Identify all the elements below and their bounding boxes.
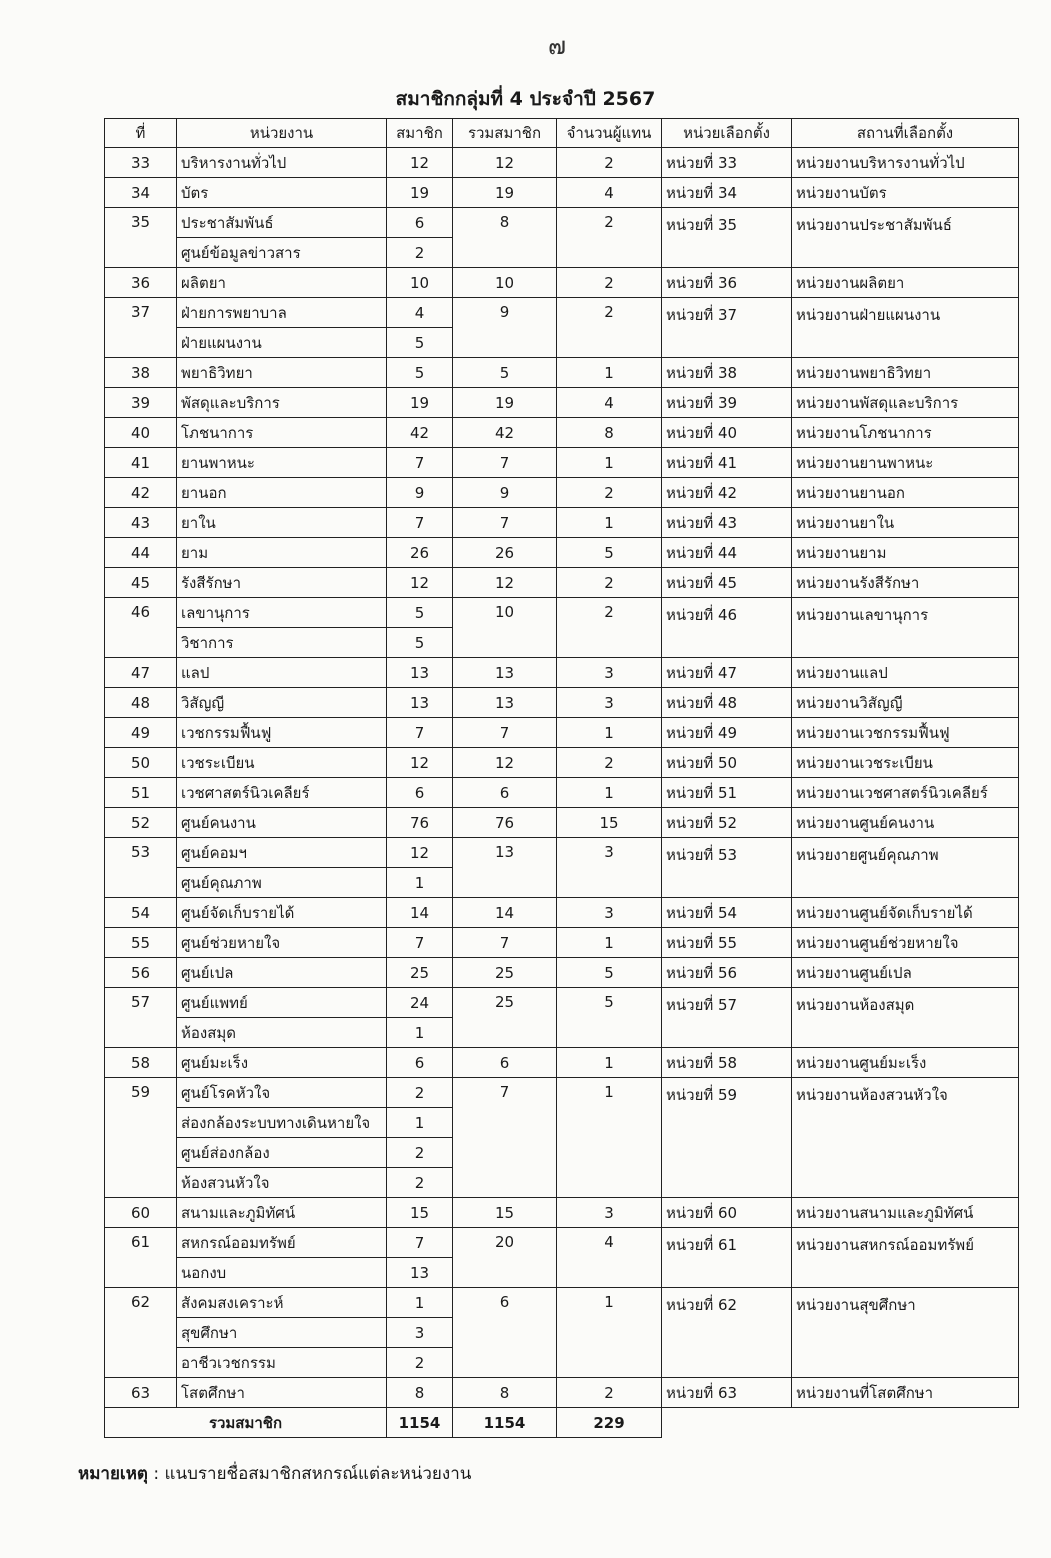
cell-no: 59 — [105, 1078, 177, 1198]
cell-location: หน่วยงานยานพาหนะ — [792, 448, 1019, 478]
cell-members: 7 — [387, 928, 453, 958]
cell-unit-name: แลป — [177, 658, 387, 688]
cell-unit-name: สุขศึกษา — [177, 1318, 387, 1348]
cell-unit-name: ศูนย์ช่วยหายใจ — [177, 928, 387, 958]
cell-no: 41 — [105, 448, 177, 478]
cell-election-unit: หน่วยที่ 43 — [662, 508, 792, 538]
cell-unit-name: ศูนย์โรคหัวใจ — [177, 1078, 387, 1108]
cell-no: 37 — [105, 298, 177, 358]
cell-members: 5 — [387, 598, 453, 628]
cell-location: หน่วยงายศูนย์คุณภาพ — [792, 838, 1019, 898]
cell-no: 44 — [105, 538, 177, 568]
cell-members: 2 — [387, 238, 453, 268]
cell-members: 7 — [387, 448, 453, 478]
cell-total-members: 13 — [453, 838, 557, 898]
table-row — [105, 568, 1019, 598]
cell-reps: 2 — [557, 598, 662, 658]
table-row — [105, 478, 1019, 508]
cell-members: 5 — [387, 628, 453, 658]
cell-no: 47 — [105, 658, 177, 688]
cell-unit-name: ผลิตยา — [177, 268, 387, 298]
cell-reps: 2 — [557, 268, 662, 298]
cell-no: 36 — [105, 268, 177, 298]
cell-location: หน่วยงานผลิตยา — [792, 268, 1019, 298]
cell-unit-name: ยานพาหนะ — [177, 448, 387, 478]
cell-no: 49 — [105, 718, 177, 748]
cell-election-unit: หน่วยที่ 34 — [662, 178, 792, 208]
cell-location: หน่วยงานบัตร — [792, 178, 1019, 208]
cell-location: หน่วยงานเลขานุการ — [792, 598, 1019, 658]
header-unit: หน่วยงาน — [177, 119, 387, 148]
cell-unit-name: ศูนย์ส่องกล้อง — [177, 1138, 387, 1168]
cell-location: หน่วยงานที่โสตศึกษา — [792, 1378, 1019, 1408]
cell-no: 40 — [105, 418, 177, 448]
table-row — [105, 1048, 1019, 1078]
cell-unit-name: ศูนย์คอมฯ — [177, 838, 387, 868]
header-election-unit: หน่วยเลือกตั้ง — [662, 119, 792, 148]
cell-election-unit: หน่วยที่ 47 — [662, 658, 792, 688]
cell-unit-name: บัตร — [177, 178, 387, 208]
table-row — [105, 778, 1019, 808]
cell-reps: 3 — [557, 658, 662, 688]
table-row — [105, 508, 1019, 538]
cell-total-members: 20 — [453, 1228, 557, 1288]
cell-reps: 5 — [557, 958, 662, 988]
cell-reps: 3 — [557, 838, 662, 898]
cell-unit-name: วิชาการ — [177, 628, 387, 658]
table-row — [105, 418, 1019, 448]
cell-members: 12 — [387, 148, 453, 178]
cell-no: 35 — [105, 208, 177, 268]
cell-no: 39 — [105, 388, 177, 418]
cell-total-members: 10 — [453, 268, 557, 298]
cell-election-unit: หน่วยที่ 44 — [662, 538, 792, 568]
cell-unit-name: ศูนย์เปล — [177, 958, 387, 988]
cell-election-unit: หน่วยที่ 63 — [662, 1378, 792, 1408]
cell-total-members: 25 — [453, 958, 557, 988]
header-reps: จำนวนผู้แทน — [557, 119, 662, 148]
cell-election-unit: หน่วยที่ 59 — [662, 1078, 792, 1198]
cell-reps: 1 — [557, 928, 662, 958]
cell-members: 12 — [387, 838, 453, 868]
cell-members: 19 — [387, 178, 453, 208]
cell-unit-name: สังคมสงเคราะห์ — [177, 1288, 387, 1318]
cell-location: หน่วยงานยานอก — [792, 478, 1019, 508]
cell-no: 50 — [105, 748, 177, 778]
note-text: : แนบรายชื่อสมาชิกสหกรณ์แต่ละหน่วยงาน — [147, 1464, 472, 1484]
cell-election-unit: หน่วยที่ 61 — [662, 1228, 792, 1288]
cell-no: 34 — [105, 178, 177, 208]
cell-election-unit: หน่วยที่ 62 — [662, 1288, 792, 1378]
cell-location: หน่วยงานแลป — [792, 658, 1019, 688]
cell-members: 1 — [387, 1288, 453, 1318]
table-row — [105, 178, 1019, 208]
cell-no: 58 — [105, 1048, 177, 1078]
table-row — [105, 1288, 1019, 1318]
cell-unit-name: โสตศึกษา — [177, 1378, 387, 1408]
cell-unit-name: เวชกรรมฟื้นฟู — [177, 718, 387, 748]
members-table-container — [104, 118, 1018, 1438]
table-row — [105, 598, 1019, 628]
note — [78, 1460, 471, 1487]
cell-location: หน่วยงานพยาธิวิทยา — [792, 358, 1019, 388]
header-location: สถานที่เลือกตั้ง — [792, 119, 1019, 148]
cell-no: 62 — [105, 1288, 177, 1378]
cell-unit-name: ประชาสัมพันธ์ — [177, 208, 387, 238]
cell-members: 3 — [387, 1318, 453, 1348]
cell-total-members: 7 — [453, 718, 557, 748]
cell-election-unit: หน่วยที่ 50 — [662, 748, 792, 778]
cell-total-members: 5 — [453, 358, 557, 388]
cell-location: หน่วยงานโภชนาการ — [792, 418, 1019, 448]
cell-unit-name: นอกงบ — [177, 1258, 387, 1288]
cell-election-unit: หน่วยที่ 53 — [662, 838, 792, 898]
cell-no: 46 — [105, 598, 177, 658]
cell-total-members: 14 — [453, 898, 557, 928]
cell-election-unit: หน่วยที่ 57 — [662, 988, 792, 1048]
cell-members: 2 — [387, 1078, 453, 1108]
total-reps: 229 — [557, 1408, 662, 1438]
cell-location: หน่วยงานเวชกรรมฟื้นฟู — [792, 718, 1019, 748]
header-members: สมาชิก — [387, 119, 453, 148]
cell-location: หน่วยงานศูนย์ช่วยหายใจ — [792, 928, 1019, 958]
cell-no: 53 — [105, 838, 177, 898]
cell-members: 19 — [387, 388, 453, 418]
cell-unit-name: ศูนย์จัดเก็บรายได้ — [177, 898, 387, 928]
cell-election-unit: หน่วยที่ 41 — [662, 448, 792, 478]
cell-reps: 3 — [557, 898, 662, 928]
cell-unit-name: ศูนย์คุณภาพ — [177, 868, 387, 898]
cell-unit-name: โภชนาการ — [177, 418, 387, 448]
cell-location: หน่วยงานยาม — [792, 538, 1019, 568]
cell-unit-name: รังสีรักษา — [177, 568, 387, 598]
cell-members: 5 — [387, 328, 453, 358]
cell-reps: 2 — [557, 208, 662, 268]
cell-members: 76 — [387, 808, 453, 838]
cell-no: 33 — [105, 148, 177, 178]
page-title: สมาชิกกลุ่มที่ 4 ประจำปี 2567 — [395, 88, 656, 110]
cell-election-unit: หน่วยที่ 36 — [662, 268, 792, 298]
cell-total-members: 10 — [453, 598, 557, 658]
cell-reps: 5 — [557, 538, 662, 568]
cell-location: หน่วยงานบริหารงานทั่วไป — [792, 148, 1019, 178]
cell-election-unit: หน่วยที่ 56 — [662, 958, 792, 988]
cell-reps: 4 — [557, 388, 662, 418]
cell-total-members: 15 — [453, 1198, 557, 1228]
table-row — [105, 268, 1019, 298]
total-row — [105, 1408, 1019, 1438]
cell-members: 2 — [387, 1138, 453, 1168]
cell-total-members: 76 — [453, 808, 557, 838]
cell-location: หน่วยงานเวชศาสตร์นิวเคลียร์ — [792, 778, 1019, 808]
cell-location: หน่วยงานพัสดุและบริการ — [792, 388, 1019, 418]
cell-total-members: 13 — [453, 688, 557, 718]
cell-members: 26 — [387, 538, 453, 568]
cell-members: 13 — [387, 658, 453, 688]
cell-no: 43 — [105, 508, 177, 538]
cell-unit-name: ศูนย์แพทย์ — [177, 988, 387, 1018]
cell-members: 2 — [387, 1168, 453, 1198]
cell-no: 45 — [105, 568, 177, 598]
table-row — [105, 1078, 1019, 1108]
cell-no: 38 — [105, 358, 177, 388]
table-row — [105, 448, 1019, 478]
cell-reps: 15 — [557, 808, 662, 838]
cell-members: 42 — [387, 418, 453, 448]
cell-total-members: 6 — [453, 778, 557, 808]
cell-location: หน่วยงานเวชระเบียน — [792, 748, 1019, 778]
cell-members: 7 — [387, 508, 453, 538]
cell-location: หน่วยงานศูนย์คนงาน — [792, 808, 1019, 838]
cell-election-unit: หน่วยที่ 42 — [662, 478, 792, 508]
cell-no: 48 — [105, 688, 177, 718]
cell-members: 12 — [387, 748, 453, 778]
cell-reps: 3 — [557, 688, 662, 718]
cell-members: 1 — [387, 868, 453, 898]
cell-members: 7 — [387, 718, 453, 748]
cell-election-unit: หน่วยที่ 52 — [662, 808, 792, 838]
cell-unit-name: ศูนย์คนงาน — [177, 808, 387, 838]
cell-location: หน่วยงานศูนย์เปล — [792, 958, 1019, 988]
cell-no: 54 — [105, 898, 177, 928]
table-row — [105, 958, 1019, 988]
table-row — [105, 1198, 1019, 1228]
cell-unit-name: ฝ่ายการพยาบาล — [177, 298, 387, 328]
table-row — [105, 1228, 1019, 1258]
cell-members: 2 — [387, 1348, 453, 1378]
cell-total-members: 8 — [453, 1378, 557, 1408]
table-row — [105, 808, 1019, 838]
table-header-row — [105, 119, 1019, 148]
note-label: หมายเหตุ — [78, 1464, 148, 1484]
cell-unit-name: ยานอก — [177, 478, 387, 508]
cell-total-members: 12 — [453, 568, 557, 598]
table-row — [105, 898, 1019, 928]
cell-location: หน่วยงานสหกรณ์ออมทรัพย์ — [792, 1228, 1019, 1288]
cell-unit-name: ยาม — [177, 538, 387, 568]
cell-no: 61 — [105, 1228, 177, 1288]
cell-reps: 1 — [557, 448, 662, 478]
cell-reps: 2 — [557, 298, 662, 358]
table-row — [105, 718, 1019, 748]
table-row — [105, 928, 1019, 958]
cell-unit-name: วิสัญญี — [177, 688, 387, 718]
cell-unit-name: ห้องสวนหัวใจ — [177, 1168, 387, 1198]
cell-election-unit: หน่วยที่ 51 — [662, 778, 792, 808]
cell-members: 13 — [387, 688, 453, 718]
cell-members: 15 — [387, 1198, 453, 1228]
cell-location: หน่วยงานห้องสวนหัวใจ — [792, 1078, 1019, 1198]
cell-members: 14 — [387, 898, 453, 928]
cell-reps: 2 — [557, 478, 662, 508]
cell-members: 1 — [387, 1108, 453, 1138]
cell-members: 6 — [387, 208, 453, 238]
cell-unit-name: ศูนย์ข้อมูลข่าวสาร — [177, 238, 387, 268]
cell-total-members: 7 — [453, 448, 557, 478]
cell-unit-name: ยาใน — [177, 508, 387, 538]
cell-reps: 1 — [557, 1048, 662, 1078]
total-label: รวมสมาชิก — [105, 1408, 387, 1438]
table-row — [105, 1378, 1019, 1408]
cell-no: 63 — [105, 1378, 177, 1408]
cell-election-unit: หน่วยที่ 40 — [662, 418, 792, 448]
cell-total-members: 6 — [453, 1048, 557, 1078]
cell-members: 6 — [387, 1048, 453, 1078]
cell-election-unit: หน่วยที่ 38 — [662, 358, 792, 388]
cell-members: 25 — [387, 958, 453, 988]
table-row — [105, 358, 1019, 388]
cell-total-members: 6 — [453, 1288, 557, 1378]
cell-total-members: 42 — [453, 418, 557, 448]
cell-unit-name: อาชีวเวชกรรม — [177, 1348, 387, 1378]
table-body — [105, 148, 1019, 1408]
cell-total-members: 8 — [453, 208, 557, 268]
cell-members: 5 — [387, 358, 453, 388]
cell-members: 10 — [387, 268, 453, 298]
cell-reps: 4 — [557, 1228, 662, 1288]
cell-reps: 1 — [557, 1078, 662, 1198]
cell-election-unit: หน่วยที่ 55 — [662, 928, 792, 958]
table-row — [105, 748, 1019, 778]
cell-unit-name: สหกรณ์ออมทรัพย์ — [177, 1228, 387, 1258]
cell-unit-name: พยาธิวิทยา — [177, 358, 387, 388]
cell-members: 24 — [387, 988, 453, 1018]
cell-members: 8 — [387, 1378, 453, 1408]
table-row — [105, 688, 1019, 718]
cell-no: 42 — [105, 478, 177, 508]
cell-election-unit: หน่วยที่ 48 — [662, 688, 792, 718]
header-no: ที่ — [105, 119, 177, 148]
cell-reps: 1 — [557, 778, 662, 808]
cell-reps: 1 — [557, 718, 662, 748]
cell-total-members: 13 — [453, 658, 557, 688]
cell-total-members: 19 — [453, 178, 557, 208]
cell-election-unit: หน่วยที่ 58 — [662, 1048, 792, 1078]
cell-total-members: 19 — [453, 388, 557, 418]
table-row — [105, 838, 1019, 868]
total-blank — [662, 1408, 1019, 1438]
cell-total-members: 12 — [453, 148, 557, 178]
table-row — [105, 148, 1019, 178]
cell-election-unit: หน่วยที่ 46 — [662, 598, 792, 658]
cell-unit-name: บริหารงานทั่วไป — [177, 148, 387, 178]
cell-reps: 4 — [557, 178, 662, 208]
cell-location: หน่วยงานยาใน — [792, 508, 1019, 538]
table-row — [105, 298, 1019, 328]
cell-members: 4 — [387, 298, 453, 328]
cell-election-unit: หน่วยที่ 39 — [662, 388, 792, 418]
cell-no: 52 — [105, 808, 177, 838]
cell-unit-name: สนามและภูมิทัศน์ — [177, 1198, 387, 1228]
cell-no: 55 — [105, 928, 177, 958]
members-table — [104, 118, 1019, 1438]
table-row — [105, 658, 1019, 688]
total-total-members: 1154 — [453, 1408, 557, 1438]
cell-location: หน่วยงานศูนย์จัดเก็บรายได้ — [792, 898, 1019, 928]
cell-location: หน่วยงานห้องสมุด — [792, 988, 1019, 1048]
cell-reps: 2 — [557, 1378, 662, 1408]
cell-unit-name: ศูนย์มะเร็ง — [177, 1048, 387, 1078]
cell-reps: 5 — [557, 988, 662, 1048]
cell-members: 13 — [387, 1258, 453, 1288]
cell-election-unit: หน่วยที่ 49 — [662, 718, 792, 748]
cell-unit-name: เวชศาสตร์นิวเคลียร์ — [177, 778, 387, 808]
cell-election-unit: หน่วยที่ 54 — [662, 898, 792, 928]
cell-location: หน่วยงานฝ่ายแผนงาน — [792, 298, 1019, 358]
cell-location: หน่วยงานสุขศึกษา — [792, 1288, 1019, 1378]
cell-no: 60 — [105, 1198, 177, 1228]
cell-reps: 2 — [557, 568, 662, 598]
cell-location: หน่วยงานวิสัญญี — [792, 688, 1019, 718]
cell-unit-name: ห้องสมุด — [177, 1018, 387, 1048]
table-row — [105, 208, 1019, 238]
cell-election-unit: หน่วยที่ 37 — [662, 298, 792, 358]
cell-total-members: 9 — [453, 298, 557, 358]
header-total-members: รวมสมาชิก — [453, 119, 557, 148]
cell-reps: 8 — [557, 418, 662, 448]
cell-members: 9 — [387, 478, 453, 508]
total-members: 1154 — [387, 1408, 453, 1438]
cell-members: 1 — [387, 1018, 453, 1048]
cell-no: 51 — [105, 778, 177, 808]
page-number: ๗ — [548, 32, 567, 60]
cell-total-members: 7 — [453, 508, 557, 538]
cell-reps: 3 — [557, 1198, 662, 1228]
cell-location: หน่วยงานศูนย์มะเร็ง — [792, 1048, 1019, 1078]
cell-election-unit: หน่วยที่ 60 — [662, 1198, 792, 1228]
cell-location: หน่วยงานสนามและภูมิทัศน์ — [792, 1198, 1019, 1228]
table-row — [105, 538, 1019, 568]
cell-reps: 1 — [557, 358, 662, 388]
cell-unit-name: ส่องกล้องระบบทางเดินหายใจ — [177, 1108, 387, 1138]
table-row — [105, 988, 1019, 1018]
cell-reps: 2 — [557, 148, 662, 178]
cell-members: 12 — [387, 568, 453, 598]
cell-election-unit: หน่วยที่ 33 — [662, 148, 792, 178]
cell-reps: 1 — [557, 508, 662, 538]
cell-members: 6 — [387, 778, 453, 808]
cell-total-members: 12 — [453, 748, 557, 778]
cell-no: 57 — [105, 988, 177, 1048]
cell-total-members: 7 — [453, 928, 557, 958]
cell-reps: 1 — [557, 1288, 662, 1378]
table-row — [105, 388, 1019, 418]
cell-total-members: 7 — [453, 1078, 557, 1198]
cell-unit-name: เลขานุการ — [177, 598, 387, 628]
cell-location: หน่วยงานประชาสัมพันธ์ — [792, 208, 1019, 268]
cell-reps: 2 — [557, 748, 662, 778]
cell-election-unit: หน่วยที่ 45 — [662, 568, 792, 598]
cell-election-unit: หน่วยที่ 35 — [662, 208, 792, 268]
cell-total-members: 25 — [453, 988, 557, 1048]
cell-total-members: 9 — [453, 478, 557, 508]
cell-total-members: 26 — [453, 538, 557, 568]
cell-members: 7 — [387, 1228, 453, 1258]
cell-unit-name: เวชระเบียน — [177, 748, 387, 778]
cell-unit-name: ฝ่ายแผนงาน — [177, 328, 387, 358]
cell-no: 56 — [105, 958, 177, 988]
cell-location: หน่วยงานรังสีรักษา — [792, 568, 1019, 598]
cell-unit-name: พัสดุและบริการ — [177, 388, 387, 418]
